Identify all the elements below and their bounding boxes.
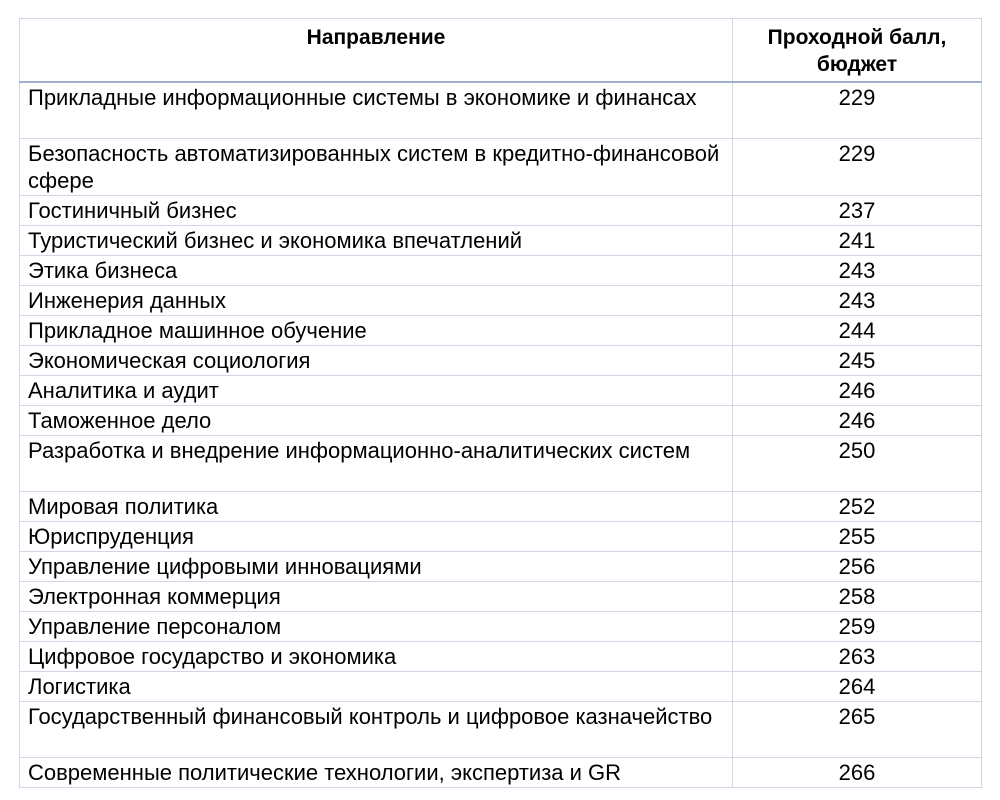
direction-name-cell: Электронная коммерция: [20, 581, 733, 611]
passing-score-cell: 237: [733, 195, 982, 225]
direction-name-cell: Гостиничный бизнес: [20, 195, 733, 225]
direction-name-cell: Туристический бизнес и экономика впечатлений: [20, 225, 733, 255]
passing-score-cell: 250: [733, 435, 982, 491]
passing-score-cell: 256: [733, 551, 982, 581]
passing-score-cell: 241: [733, 225, 982, 255]
table-row: [20, 641, 982, 671]
passing-score-cell: 246: [733, 375, 982, 405]
header-passing-score: [733, 19, 982, 83]
direction-name-cell: Таможенное дело: [20, 405, 733, 435]
passing-score-cell: 264: [733, 671, 982, 701]
table-row: [20, 701, 982, 757]
table-row: [20, 435, 982, 491]
direction-name-cell: Этика бизнеса: [20, 255, 733, 285]
table-row: [20, 611, 982, 641]
passing-score-cell: 266: [733, 757, 982, 787]
direction-name-cell: Безопасность автоматизированных систем в кредитно-финансовой сфере: [20, 138, 733, 195]
passing-score-cell: 259: [733, 611, 982, 641]
direction-name-cell: Управление цифровыми инновациями: [20, 551, 733, 581]
table-row: [20, 195, 982, 225]
table-row: [20, 345, 982, 375]
table-row: [20, 82, 982, 138]
header-score-line2: бюджет: [816, 53, 898, 76]
table-row: [20, 315, 982, 345]
header-direction: Направление: [20, 19, 733, 83]
direction-name-cell: Логистика: [20, 671, 733, 701]
table-row: [20, 551, 982, 581]
table-row: [20, 405, 982, 435]
direction-name-cell: Современные политические технологии, экспертиза и GR: [20, 757, 733, 787]
document-page: [19, 18, 981, 788]
direction-name-cell: Инженерия данных: [20, 285, 733, 315]
passing-score-cell: 258: [733, 581, 982, 611]
table-row: [20, 757, 982, 787]
direction-name-cell: Мировая политика: [20, 491, 733, 521]
passing-score-cell: 244: [733, 315, 982, 345]
passing-score-cell: 243: [733, 255, 982, 285]
passing-score-cell: 255: [733, 521, 982, 551]
passing-score-cell: 229: [733, 138, 982, 195]
direction-name-cell: Государственный финансовый контроль и цифровое казначейство: [20, 701, 733, 757]
table-row: [20, 138, 982, 195]
table-body: [20, 82, 982, 787]
table-row: [20, 581, 982, 611]
direction-name-cell: Прикладное машинное обучение: [20, 315, 733, 345]
table-row: [20, 671, 982, 701]
passing-score-cell: 243: [733, 285, 982, 315]
direction-name-cell: Прикладные информационные системы в экономике и финансах: [20, 82, 733, 138]
table-row: [20, 521, 982, 551]
direction-name-cell: Разработка и внедрение информационно-аналитических систем: [20, 435, 733, 491]
direction-name-cell: Аналитика и аудит: [20, 375, 733, 405]
direction-name-cell: Цифровое государство и экономика: [20, 641, 733, 671]
table-row: [20, 375, 982, 405]
header-score-line1: Проходной балл,: [767, 26, 947, 49]
table-row: [20, 255, 982, 285]
table-row: [20, 285, 982, 315]
passing-score-cell: 265: [733, 701, 982, 757]
passing-score-cell: 229: [733, 82, 982, 138]
passing-score-cell: 246: [733, 405, 982, 435]
table-row: [20, 491, 982, 521]
passing-score-cell: 263: [733, 641, 982, 671]
table-header-row: [20, 19, 982, 83]
passing-score-cell: 245: [733, 345, 982, 375]
direction-name-cell: Юриспруденция: [20, 521, 733, 551]
direction-name-cell: Экономическая социология: [20, 345, 733, 375]
direction-name-cell: Управление персоналом: [20, 611, 733, 641]
table-row: [20, 225, 982, 255]
passing-score-cell: 252: [733, 491, 982, 521]
admission-scores-table: [19, 18, 982, 788]
